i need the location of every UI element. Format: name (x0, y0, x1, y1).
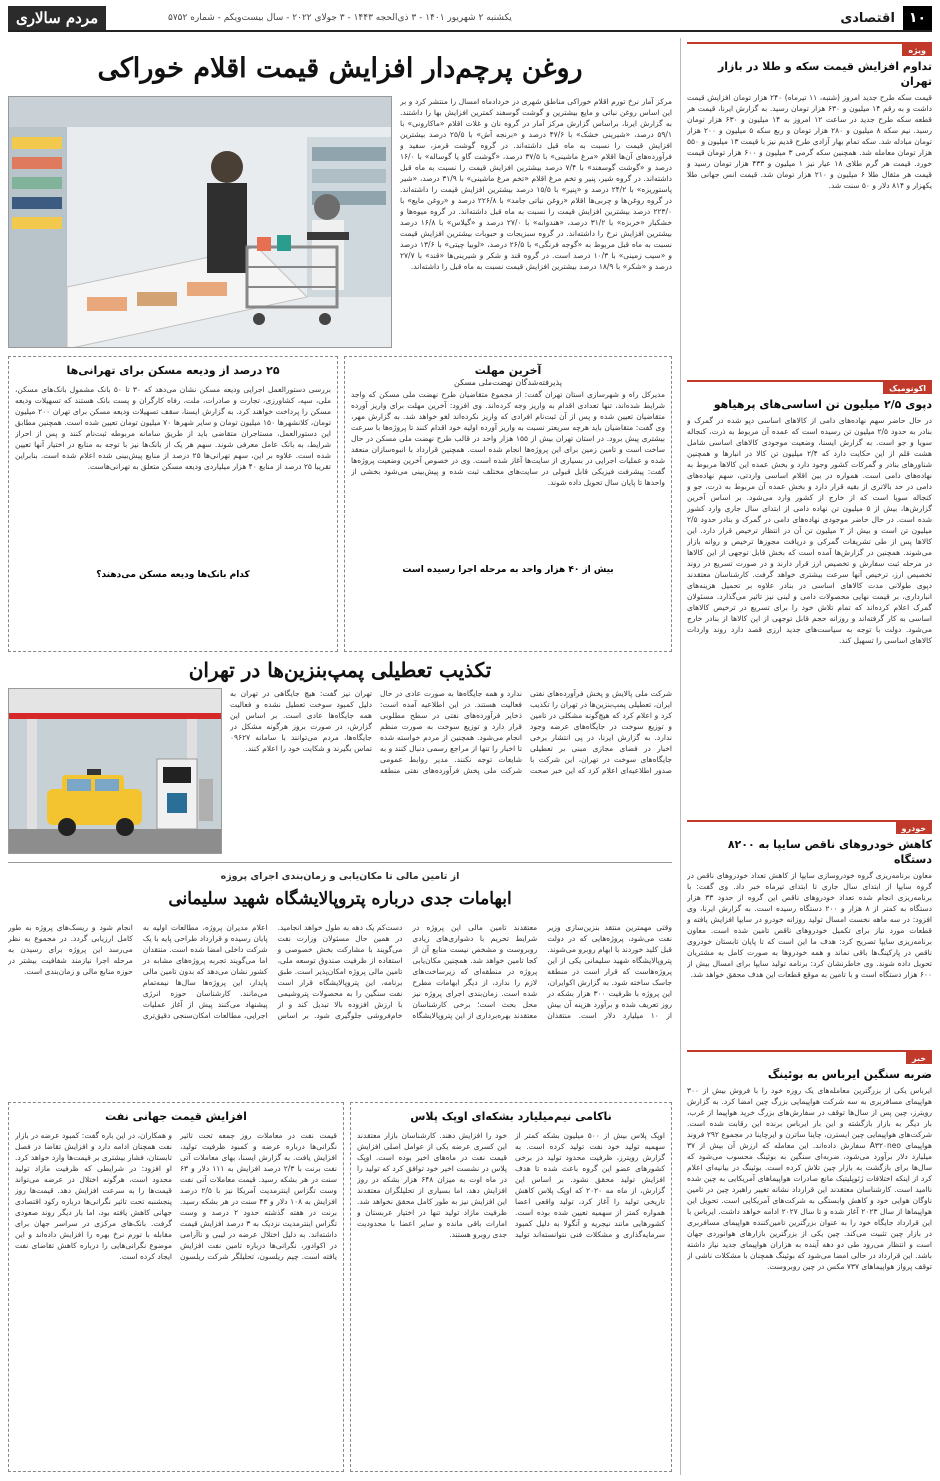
page-header (8, 6, 932, 32)
refinery-headline: ابهامات جدی درباره پتروپالایشگاه شهید سلیمانی (168, 889, 512, 909)
rail-tag: ویژه (902, 44, 932, 56)
box-headline: آخرین مهلت (474, 364, 542, 377)
right-rail (680, 38, 932, 1475)
refinery-body: وقتی مهمترین منتقد بنزین‌سازی وزیر نفت می‌شود، پروژه‌هایی که در دولت قبل کلید خوردند با ابهام روبرو می‌شوند. پتروپالایشگاه شهید سلیمانی یکی از این پروژه‌هاست که قرار است در منطقه جاسک ساخته شود. به گزارش اکوایران، این پروژه با ظرفیت ۳۰۰ هزار بشکه در روز تعریف شده و برآورد هزینه آن بیش از ۱۰ میلیارد دلار است. منتقدان معتقدند تامین مالی این پروژه در شرایط تحریم با دشواری‌های زیادی روبروست و مشخص نیست منابع آن از کجا تامین خواهد شد. همچنین مکان‌یابی پروژه در منطقه‌ای که زیرساخت‌های لازم را ندارد، از دیگر ابهامات مطرح شده است. زمان‌بندی اجرای پروژه نیز محل بحث است؛ برخی کارشناسان معتقدند بهره‌برداری از این پتروپالایشگاه دست‌کم یک دهه به طول خواهد انجامید. در همین حال مسئولان وزارت نفت می‌گویند با مشارکت بخش خصوصی و استفاده از ظرفیت صندوق توسعه ملی، تامین مالی پروژه امکان‌پذیر است. طبق برنامه، این پتروپالایشگاه قرار است نفت سنگین را به محصولات پتروشیمی با ارزش افزوده بالا تبدیل کند و از خام‌فروشی جلوگیری شود. بر اساس اعلام مدیران پروژه، مطالعات اولیه به پایان رسیده و قرارداد طراحی پایه با یک شرکت داخلی امضا شده است. منتقدان اما می‌گویند تجربه پروژه‌های مشابه در کشور نشان می‌دهد که بدون تامین مالی پایدار، این پروژه‌ها سال‌ها نیمه‌تمام می‌مانند. کارشناسان حوزه انرژی پیشنهاد می‌کنند پیش از آغاز عملیات اجرایی، مطالعات امکان‌سنجی دقیق‌تری انجام شود و ریسک‌های پروژه به طور کامل ارزیابی گردد. در مجموع به نظر می‌رسد این پروژه برای رسیدن به مرحله اجرا نیازمند شفافیت بیشتر در حوزه منابع مالی و زمان‌بندی است. (8, 923, 672, 1020)
gas-station-photo (8, 688, 222, 854)
oil-price-box (8, 1102, 344, 1472)
lead-body: مرکز آمار نرخ تورم اقلام خوراکی مناطق شهری در خردادماه امسال را منتشر کرد و بر این اساس روغن نباتی و مایع بیشترین و گوشت گوسفند کمترین افزایش بها را داشتند. به گزارش ایرنا، براساس گزارش مرکز آمار در گروه نان و غلات اقلام «ماکارونی» با ۵۹/۱ درصد، «شیرینی خشک» با ۴۷/۶ درصد و «برنجه آش» با ۲۵/۵ درصد بیشترین افزایش قیمت را نسبت به ماه قبل داشته‌اند. در گروه گوشت قرمز، سفید و فرآورده‌های آن‌ها اقلام «مرغ ماشینی» با ۳۷/۵ درصد، «گوشت گاو یا گوساله» با ۱۶/۰ درصد و «گوشت گوسفند» با ۷/۴ درصد بیشترین افزایش قیمت را نسبت به ماه قبل داشته‌اند. در گروه شیر، پنیر و تخم مرغ اقلام «تخم مرغ ماشینی» با ۳۱/۹ درصد، «شیر پاستوریزه» با ۲۴/۲ درصد و «پنیر» با ۱۵/۵ درصد بیشترین افزایش قیمت را داشته‌اند. در گروه روغن‌ها و چربی‌ها اقلام «روغن نباتی جامد» با ۲۲۶/۸ درصد و «روغن مایع» با ۲۲۳/۰ درصد بیشترین افزایش قیمت را نسبت به ماه قبل داشته‌اند. در گروه میوه‌ها و خشکبار «خربزه» با ۳۱/۲ درصد، «هندوانه» با ۲۷/۰ درصد و «گیلاس» با ۱۶/۸ درصد بیشترین افزایش نرخ را داشته‌اند. در گروه سبزیجات و حبوبات بیشترین افزایش قیمت نسبت به ماه قبل مربوط به «گوجه فرنگی» با ۲۶/۵ درصد، «لوبیا چیتی» با ۱۳/۶ درصد و «سیب زمینی» با ۱۰/۳ درصد است. در گروه قند و شکر و شیرینی‌ها «قند» با ۲۷/۷ درصد و «شکر» با ۱۸/۹ درصد بیشترین افزایش قیمت نسبت به ماه قبل را داشته‌اند. (400, 97, 672, 271)
rail-story-title: دپوی ۲/۵ میلیون تن اساسی‌های پرهیاهو (713, 398, 932, 411)
section-label (840, 6, 932, 30)
rail-story-body: قیمت سکه طرح جدید امروز (شنبه، ۱۱ تیرماه) ۲۴۰ هزار تومان افزایش قیمت داشت و به رقم ۱۴ میلیون و ۶۳۰ هزار تومان رسید. به گزارش ایرنا، قیمت هر قطعه سکه طرح جدید در ساعت ۱۲ امروز به ۱۴ میلیون و ۶۳۰ هزار تومان رسید. نیم سکه ۸ میلیون و ۲۸۰ هزار تومان و ربع سکه ۵ میلیون و ۲۰۰ هزار تومان مبادله شد. سکه تمام بهار آزادی طرح قدیم نیز با قیمت ۱۳ میلیون و ۵۵۰ هزار تومان معامله شد. همچنین سکه گرمی ۳ میلیون و ۶۰۰ هزار تومان قیمت خورد. قیمت هر گرم طلای ۱۸ عیار نیز ۱ میلیون و ۴۳۳ هزار تومان رسید و قیمت هر مثقال طلا ۶ میلیون و ۲۱۰ هزار تومان شد. قیمت انس جهانی طلا یکهزار و ۸۱۴ دلار و ۵۰ سنت شد. (687, 93, 932, 190)
box-headline: افزایش قیمت جهانی نفت (105, 1110, 247, 1123)
rail-tag: خودرو (896, 822, 932, 834)
rail-tag: خبر (906, 1052, 932, 1064)
housing-deadline-box (344, 356, 672, 652)
box-body: بررسی دستورالعمل اجرایی ودیعه مسکن نشان می‌دهد که ۳۰ تا ۵۰ بانک مشمول بانک‌های مسکن، ملی، سپه، کشاورزی، تجارت و صادرات، ملت، رفاه کارگران و پست بانک هستند که تسهیلات ودیعه مسکن را پرداخت خواهند کرد. به گزارش ایسنا، سقف تسهیلات ودیعه مسکن برای تهران ۲۰۰ میلیون تومان، کلانشهرها ۱۵۰ میلیون تومان و سایر شهرها ۷۰ میلیون تومان تعیین شده است. همچنین مطابق این دستورالعمل، مستاجران متقاضی باید از طریق سامانه مربوطه ثبت‌نام کنند و پس از احراز شرایط، به بانک عامل معرفی شوند. سهم هر یک از بانک‌ها نیز با توجه به منابع در اختیار آنها تعیین شده است. علاوه بر این، سهم تهرانی‌ها ۲۵ درصد از منابع پیش‌بینی شده اعلام شده است. بنابراین تقریبا ۲۵ درصد از منابع ۴۰ هزار میلیاردی ودیعه مسکن متعلق به تهرانی‌هاست. (15, 385, 331, 471)
newspaper-brand: مردم سالاری (8, 6, 106, 30)
gas-story-body: شرکت ملی پالایش و پخش فرآورده‌های نفتی ایران، تعطیلی پمپ‌بنزین‌ها در تهران را تکذیب کرد و اعلام کرد که هیچ‌گونه مشکلی در تامین و توزیع سوخت در جایگاه‌های عرضه وجود ندارد. به گزارش ایرنا، در پی انتشار برخی اخبار در فضای مجازی مبنی بر تعطیلی جایگاه‌های سوخت در تهران، این شرکت با صدور اطلاعیه‌ای اعلام کرد که این خبر صحت ندارد و همه جایگاه‌ها به صورت عادی در حال فعالیت هستند. در این اطلاعیه آمده است: ذخایر فرآورده‌های نفتی در سطح مطلوبی قرار دارد و توزیع سوخت به صورت منظم انجام می‌شود. همچنین از مردم خواسته شده تا اخبار را تنها از مراجع رسمی دنبال کنند و به شایعات توجه نکنند. مدیر روابط عمومی شرکت ملی پخش فرآورده‌های نفتی منطقه تهران نیز گفت: هیچ جایگاهی در تهران به دلیل کمبود سوخت تعطیل نشده و فعالیت همه جایگاه‌ها عادی است. بر اساس این گزارش، در صورت بروز هرگونه مشکل در جایگاه‌ها، مردم می‌توانند با سامانه ۰۹۶۲۷ تماس بگیرند و شکایت خود را اعلام کنند. (230, 689, 672, 775)
box-subtitle: پذیرفته‌شدگان نهضت‌ملی مسکن (454, 378, 562, 387)
rail-story-airbus (687, 1046, 932, 1466)
rail-story-gold (687, 38, 932, 376)
box-headline: ۲۵ درصد از ودیعه مسکن برای تهرانی‌ها (66, 364, 280, 377)
rail-story-body: معاون برنامه‌ریزی گروه خودروسازی سایپا از کاهش تعداد خودروهای ناقص در گروه سایپا از ابتدای سال جاری تا ابتدای تیرماه خبر داد. وی گفت: با برنامه‌ریزی انجام شده تعداد خودروهای ناقص این گروه از حدود ۳۳ هزار دستگاه به کمتر از ۸ هزار و ۲۰۰ دستگاه رسیده است. به گزارش ایرنا، وی افزود: در سه ماهه نخست امسال تولید روزانه خودرو در سایپا افزایش یافته و قطعات مورد نیاز برای تکمیل خودروهای ناقص تامین شده است. معاون برنامه‌ریزی سایپا تصریح کرد: هدف ما این است که تا پایان تابستان خودروی ناقص در پارکینگ‌ها باقی نماند و همه خودروها به صورت کامل به مشتریان تحویل داده شوند. وی خاطرنشان کرد: برنامه تولید سایپا برای امسال بیش از ۶۰۰ هزار دستگاه است و با تامین به موقع قطعات این هدف محقق خواهد شد. (687, 871, 932, 979)
box-pull-quote: کدام بانک‌ها ودیعه مسکن می‌دهند؟ (96, 570, 250, 580)
box-pull-quote: بیش از ۴۰ هزار واحد به مرحله اجرا رسیده است (402, 565, 614, 575)
rail-story-title: ضربه سنگین ایرباس به بوئینگ (767, 1068, 932, 1081)
rail-tag: اکونومیک (883, 382, 932, 394)
section-name: اقتصادی (840, 10, 895, 26)
box-body: قیمت نفت در معاملات روز جمعه تحت تاثیر نگرانی‌ها درباره عرضه و کمبود ظرفیت تولید، افزایش یافت. به گزارش ایسنا، بهای معاملات آتی نفت برنت با ۲/۳ درصد افزایش به ۱۱۱ دلار و ۶۳ سنت در هر بشکه رسید. قیمت معاملات آتی نفت وست تگزاس اینترمدیت آمریکا نیز با ۲/۵ درصد افزایش به ۱۰۸ دلار و ۴۳ سنت در هر بشکه رسید. برنت در هفته گذشته حدود ۲ درصد و وست تگزاس اینترمدیت نزدیک به ۳ درصد افزایش قیمت داشته‌اند. به دلیل اختلال عرضه در لیبی و ناآرامی در اکوادور، نگرانی‌ها درباره تامین نفت افزایش یافته است. چیم ریلسون، تحلیلگر شرکت ریلسون و همکاران، در این باره گفت: کمبود عرضه در بازار نفت همچنان ادامه دارد و افزایش تقاضا در فصل تابستان، فشار بیشتری بر قیمت‌ها وارد خواهد کرد. او افزود: در شرایطی که ظرفیت مازاد تولید محدود است، هرگونه اختلال در عرضه می‌تواند قیمت‌ها را به سرعت افزایش دهد. قیمت‌ها روز پنجشنبه تحت تاثیر نگرانی‌ها درباره رکود اقتصادی جهانی کاهش یافته بود، اما بار دیگر روند صعودی گرفت. بانک‌های مرکزی در سراسر جهان برای مقابله با تورم نرخ بهره را افزایش داده‌اند و این موضوع نگرانی‌هایی را درباره کاهش تقاضای نفت ایجاد کرده است. (15, 1131, 337, 1261)
rail-story-title: کاهش خودروهای ناقص سایپا به ۸۲۰۰ دستگاه (727, 838, 932, 866)
rail-story-imports (687, 376, 932, 816)
box-headline: ناکامی نیم‌میلیارد بشکه‌ای اوپک پلاس (410, 1110, 612, 1123)
rail-story-saipa (687, 816, 932, 1046)
box-body: مدیرکل راه و شهرسازی استان تهران گفت: از مجموع متقاضیان طرح نهضت ملی مسکن که واجد شرایط شده‌اند، تنها تعدادی اقدام به واریز وجه کرده‌اند. وی افزود: آخرین مهلت برای واریز آورده متقاضیان تعیین شده و پس از آن ثبت‌نام افرادی که واریز نکرده‌اند لغو خواهد شد. به گزارش مهر، وی گفت: متقاضیان باید هرچه سریعتر نسبت به واریز آورده اولیه خود اقدام کنند تا پروژه‌ها با سرعت بیشتری پیش برود. در استان تهران بیش از ۱۵۵ هزار واحد در قالب طرح نهضت ملی مسکن در حال ساخت است و تامین زمین برای این پروژه‌ها انجام شده است. همچنین قرارداد با انبوه‌سازان منعقد شده و عملیات اجرایی در بسیاری از سایت‌ها آغاز شده است. وی در خصوص آخرین وضعیت پروژه‌ها گفت: پیشرفت فیزیکی قابل قبولی در سایت‌های مختلف ثبت شده و پیش‌بینی می‌شود بخشی از واحدها تا پایان سال تحویل داده شوند. (351, 390, 665, 487)
section-number: ۱۰ (903, 6, 932, 30)
supermarket-photo (8, 96, 392, 348)
refinery-heading (8, 870, 672, 918)
divider (8, 862, 672, 863)
gas-story-headline: تکذیب تعطیلی پمپ‌بنزین‌ها در تهران (188, 658, 492, 682)
supermarket-illustration (8, 97, 391, 348)
rail-story-title: تداوم افزایش قیمت سکه و طلا در بازار تهران (717, 60, 932, 88)
box-body: اوپک پلاس بیش از ۵۰۰ میلیون بشکه کمتر از سهمیه تولید خود نفت تولید کرده است. به گزارش رویترز، ظرفیت محدود تولید در برخی کشورهای عضو این گروه باعث شده تا هدف افزایش تولید محقق نشود. بر اساس این گزارش، از ماه مه ۲۰۲۰ که اوپک پلاس کاهش تاریخی تولید را آغاز کرد، تولید واقعی اعضا همواره کمتر از سهمیه تعیین شده بوده است. کشورهایی مانند نیجریه و آنگولا به دلیل کمبود سرمایه‌گذاری و مشکلات فنی نتوانسته‌اند تولید خود را افزایش دهند. کارشناسان بازار معتقدند این کسری عرضه یکی از عوامل اصلی افزایش قیمت نفت در ماه‌های اخیر بوده است. اوپک پلاس در نشست اخیر خود توافق کرد که تولید را در ماه اوت به میزان ۶۴۸ هزار بشکه در روز افزایش دهد، اما بسیاری از تحلیلگران معتقدند این افزایش نیز به طور کامل محقق نخواهد شد. ظرفیت مازاد تولید تنها در اختیار عربستان و امارات باقی مانده و سایر اعضا با محدودیت جدی روبرو هستند. (357, 1131, 665, 1239)
rail-story-body: در حال حاضر سهم نهاده‌های دامی از کالاهای اساسی دپو شده در گمرک و بنادر به حدود ۲/۵ میلیون تن رسیده است که عمده آن مربوط به ذرت، کنجاله سویا و جو است. به گزارش ایسنا، وضعیت موجودی کالاهای اساسی شامل هشت قلم از این حکایت دارد که ۲/۴ میلیون تن کالا در انبارها و همچنین شناورهای بنادر و گمرکات کشور وجود دارد و بخش عمده این کالاها مربوط به نهاده‌های دامی است. همواره در بین اقلام اساسی واردتی، سهم نهاده‌های دامی در حد بالاتری از بقیه قرار دارد و بخش عمده آن مربوط به ذرت، جو و کنجاله سویا است که از خارج از کشور وارد می‌شود. بر اساس آخرین گزارش‌ها، بیش از ۵ میلیون تن نهاده دامی از ابتدای سال جاری وارد کشور شده است. در حال حاضر موجودی نهاده‌های دامی در گمرک و بنادر حدود ۲/۵ میلیون تن است و بیش از ۲ میلیون تن آن در انتظار ترخیص قرار دارد. این کالاها پس از طی تشریفات گمرکی و دریافت مجوزها ترخیص و روانه بازار می‌شوند. همچنین در گزارش‌ها آمده است که بخش قابل توجهی از این کالاها در مرحله ثبت سفارش و تخصیص ارز قرار دارند و در صورت تسریع در روند تخصیص ارز، ترخیص آنها سرعت بیشتری خواهد گرفت. کارشناسان معتقدند دپوی طولانی مدت کالاهای اساسی در بنادر علاوه بر تحمیل هزینه‌های انبارداری، بر قیمت نهایی محصولات دامی و لبنی نیز تاثیر می‌گذارد. مسئولان گمرک اعلام کرده‌اند که تمام تلاش خود را برای تسریع در ترخیص کالاهای اساسی به کار گرفته‌اند و روزانه حجم قابل توجهی از این کالاها از بنادر خارج می‌شود. دولت با توجه به سیاست‌های جدید ارزی قصد دارد روند واردات کالاهای اساسی را تسهیل کند. (687, 416, 932, 645)
dateline: یکشنبه ۲ شهریور ۱۴۰۱ - ۳ ذی‌الحجه ۱۴۴۳ - ۳ جولای ۲۰۲۲ - سال بیست‌ویکم - شماره ۵۷۵۲ (168, 13, 512, 23)
lead-headline: روغن پرچم‌دار افزایش قیمت اقلام خوراکی (97, 53, 583, 84)
housing-deposit-box (8, 356, 338, 652)
gas-station-illustration (8, 689, 221, 854)
opec-box (350, 1102, 672, 1472)
rail-story-body: ایرباس یکی از بزرگترین معامله‌های یک روزه خود را با فروش بیش از ۳۰۰ هواپیمای مسافربری به سه شرکت هواپیمایی بزرگ چین امضا کرد. به گزارش رویترز، چین پس از سال‌ها توقف در سفارش‌های بزرگ خرید هواپیما از غرب، بار دیگر به بازار بازگشته و این بار ایرباس برنده این رقابت شده است. شرکت‌های هواپیمایی چین ایسترن، چاینا ساترن و ایرچاینا در مجموع ۲۹۲ فروند هواپیمای A۳۲۰neo سفارش داده‌اند. این معامله که ارزش آن بیش از ۳۷ میلیارد دلار برآورد می‌شود، ضربه‌ای سنگین به بوئینگ محسوب می‌شود که سال‌ها برای بازگشت به بازار چین تلاش کرده است. بوئینگ در بیانیه‌ای اعلام کرد از اینکه اختلافات ژئوپلیتیک مانع صادرات هواپیماهای آمریکایی به چین شده ناامید است. کارشناسان معتقدند این قرارداد نشانه تغییر راهبرد چین در تامین ناوگان هوایی خود و کاهش وابستگی به شرکت‌های آمریکایی است. تحویل این هواپیماها از سال ۲۰۲۳ آغاز شده و تا سال ۲۰۲۷ ادامه خواهد داشت. ایرباس با این قرارداد جایگاه خود را به عنوان بزرگترین تامین‌کننده هواپیمای مسافربری در بازار چین تثبیت می‌کند. چین یکی از بزرگترین بازارهای هوانوردی جهان است و انتظار می‌رود طی دو دهه آینده به هزاران هواپیمای جدید نیاز داشته باشد. این قرارداد در حالی امضا می‌شود که بوئینگ همچنان با مشکلات ناشی از توقف پرواز هواپیماهای ۷۳۷ مکس در چین روبروست. (687, 1086, 932, 1271)
refinery-kicker: از تامین مالی تا مکان‌یابی و زمان‌بندی اجرای پروژه (220, 871, 460, 882)
